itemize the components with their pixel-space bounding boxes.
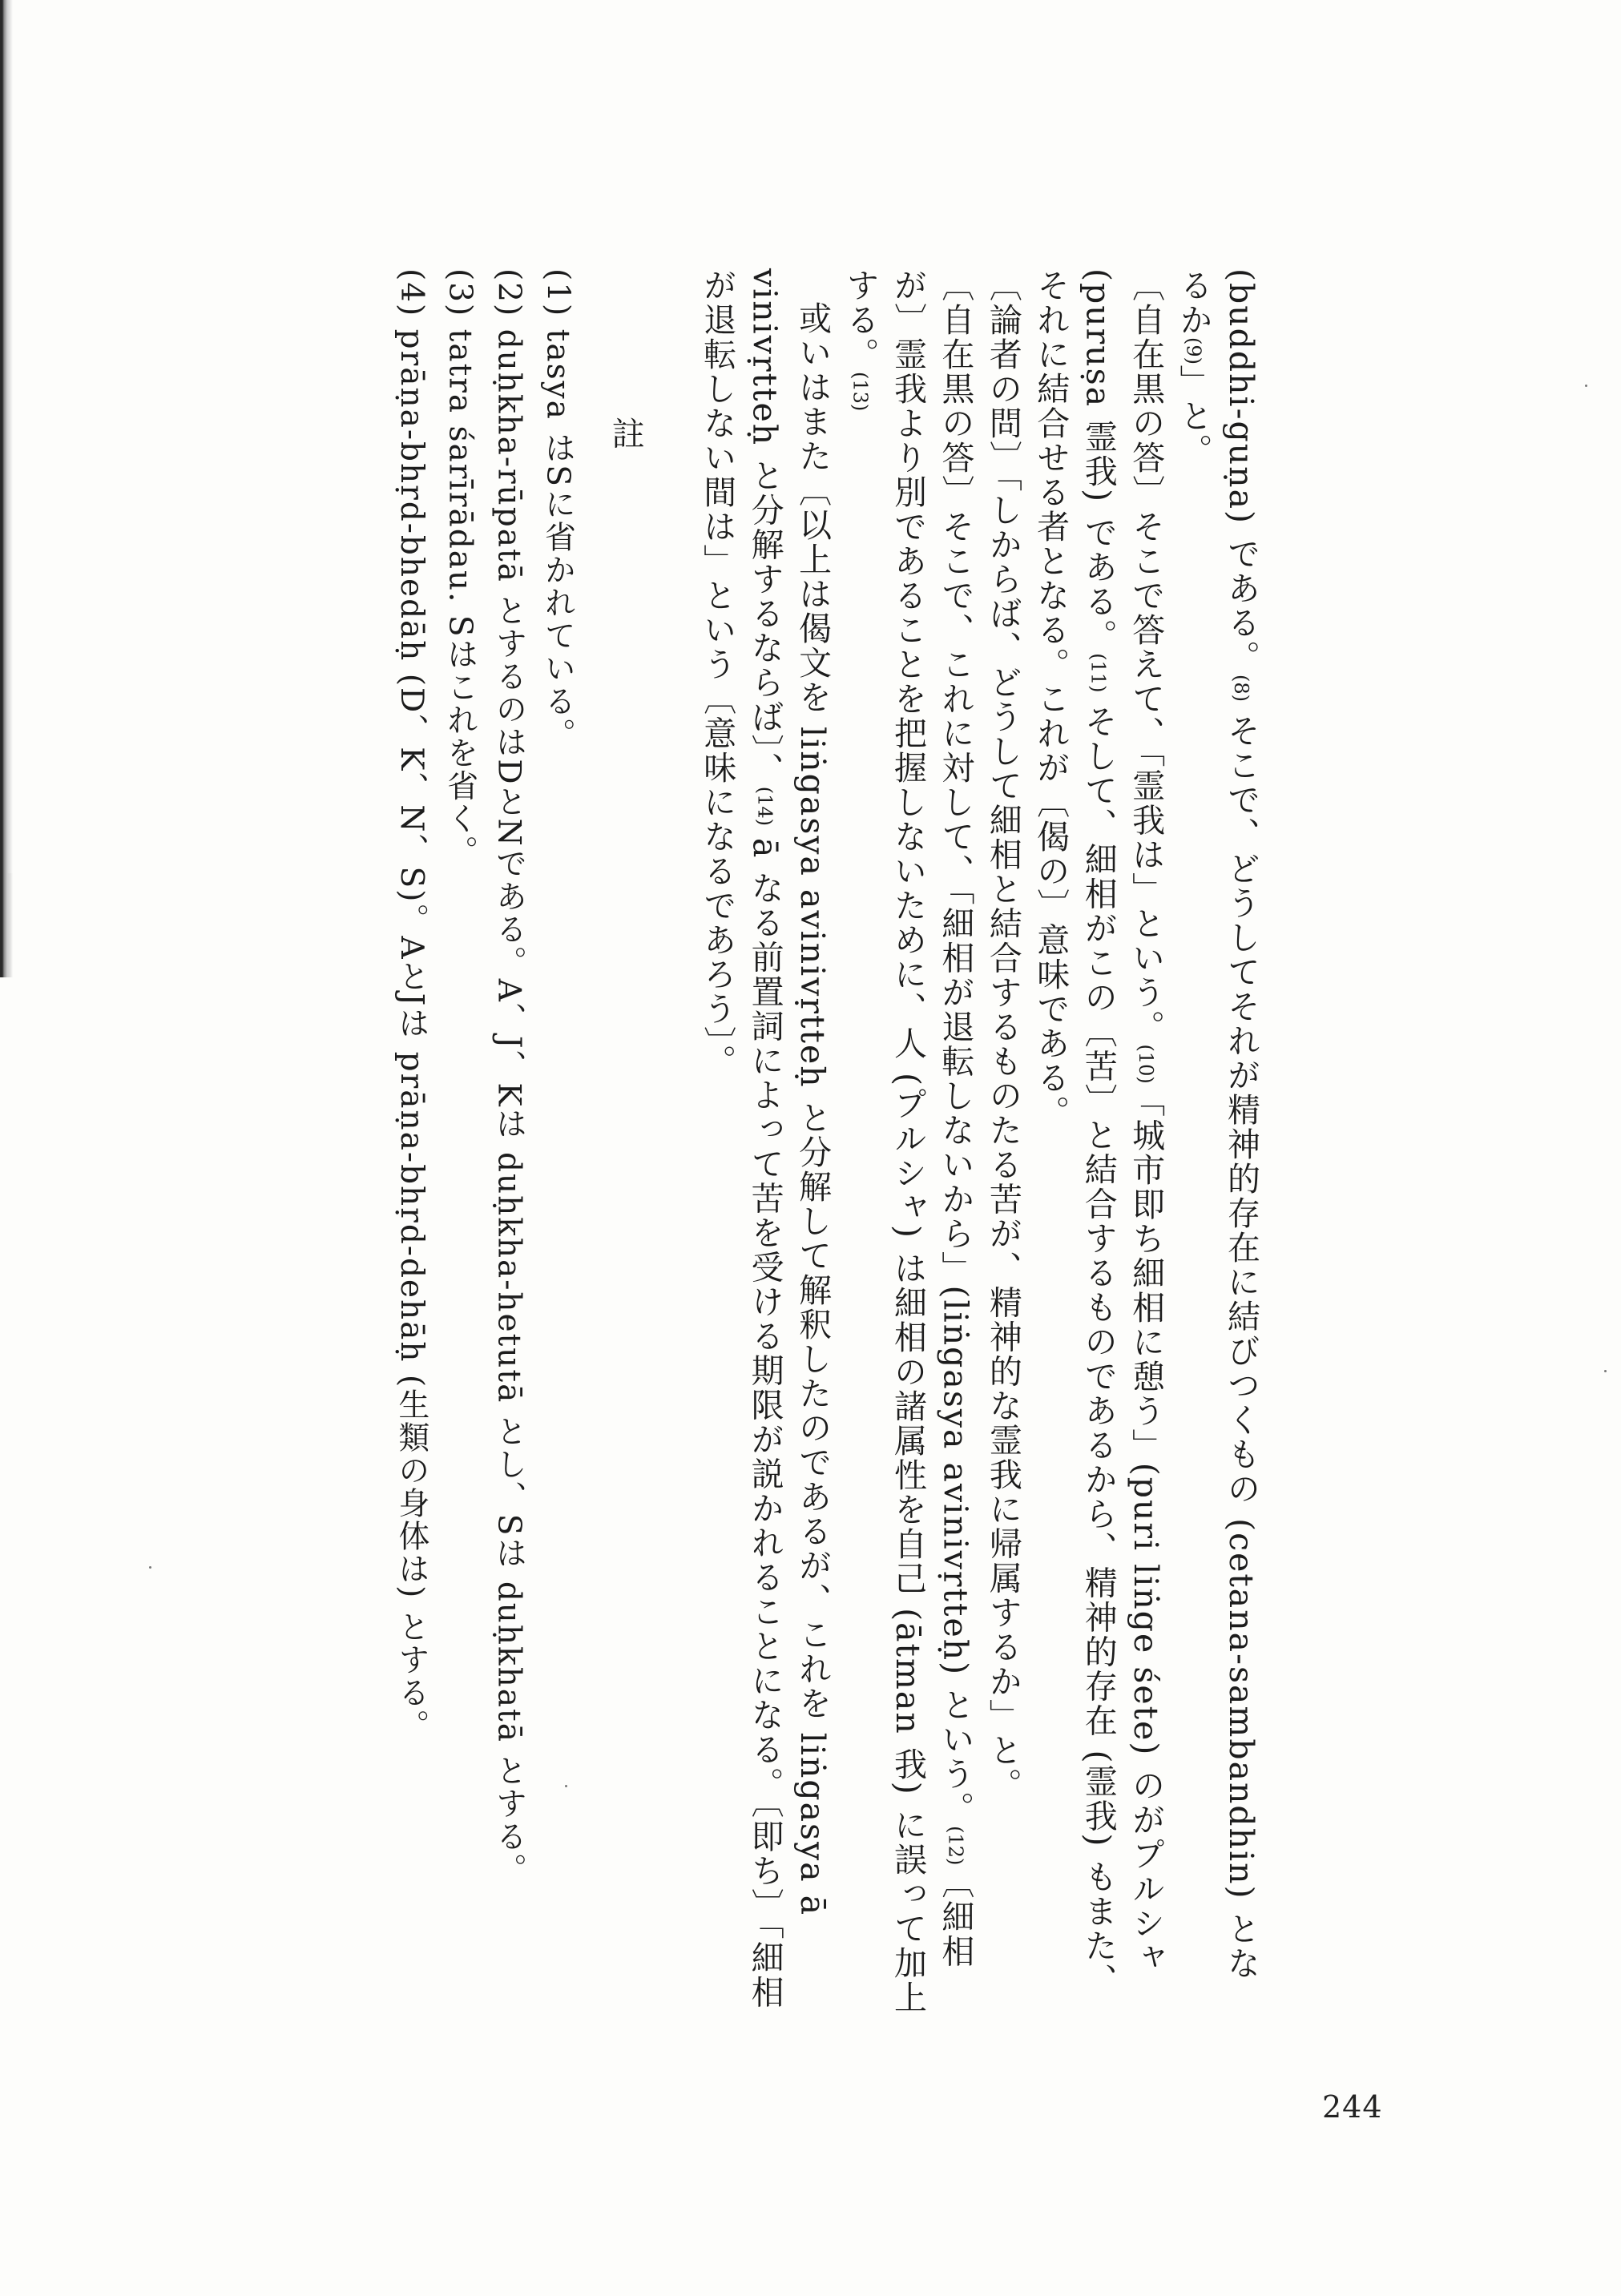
text-run: そして、細相がこの〔苦〕と結合するものであるから、精神的存在 (霊我) もまた、それに結合せる者となる。これが〔偈の〕意味である。 [1031, 268, 1118, 1998]
text-run: (buddhi-guṇa) である。 [1222, 268, 1260, 675]
note-reference-mark: (12) [944, 1826, 967, 1866]
binding-edge-lower [0, 873, 13, 977]
note-reference-mark: (13) [849, 372, 872, 412]
vertical-text-block [22, 268, 1264, 2015]
body-paragraph [978, 268, 1026, 2015]
body-paragraph [836, 268, 978, 2015]
binding-edge [0, 0, 13, 977]
text-run: ā なる前置詞によって苦を受ける期限が説かれることになる。〔即ち〕「細相が退転しない間は」という〔意味になるであろう〕。 [698, 268, 784, 2010]
note-item: (4) prāṇa-bhṛd-bhedāḥ (D、K、N、S)。AとJは prāṇa-bhṛd-dehāḥ (生類の身体は) とする。 [393, 268, 429, 1742]
notes-title: 註 [606, 417, 645, 451]
note-reference-mark: (14) [753, 786, 776, 826]
note-reference-mark: (10) [1135, 1044, 1158, 1084]
scan-speck [1604, 1370, 1607, 1372]
body-paragraph [693, 268, 836, 2015]
text-run: 〔自在黒の答〕そこで答えて、「霊我は」という。 [1127, 268, 1166, 1045]
page-number: 244 [1322, 2089, 1383, 2125]
note-reference-mark: (8) [1230, 675, 1252, 703]
text-run: そこで、どうしてそれが精神的存在に結びつくもの (cetana-sambandhin) となるか [1174, 268, 1260, 1981]
note-item: (2) duḥkha-rūpatā とするのはDとNである。A、J、Kは duḥkha-hetutā とし、Sは duḥkhatā とする。 [490, 268, 527, 1887]
note-item: (3) tatra śarīrādau. Sはこれを省く。 [442, 268, 478, 868]
text-run: 〔論者の問〕「しからば、どうして細相と結合するものたる苦が、精神的な霊我に帰属するか」と。 [983, 268, 1022, 1803]
text-run: 或いはまた〔以上は偈文を liṅgasya avinivṛtteḥ と分解して解釈したのであるが、これを liṅgasya ā vinivṛtteḥ と分解するならば〕、 [745, 268, 833, 1917]
note-reference-mark: (11) [1087, 653, 1110, 693]
note-item: (1) tasya はSに省かれている。 [539, 268, 576, 751]
text-run: 〔細相が〕霊我より別であることを把握しないために、人 (プルシャ) は細相の諸属性を自己 (ātman 我) に誤って加上する。 [841, 268, 975, 2015]
scan-speck [1585, 385, 1587, 387]
text-run: 〔自在黒の答〕そこで、これに対して、「細相が退転しないから」(liṅgasya avinivṛtteḥ) という。 [936, 268, 975, 1827]
body-paragraph [1169, 268, 1264, 2015]
text-run: 「城市即ち細相に憩う」(puri liṅge śete) のがプルシャ (puruṣa 霊我) である。 [1079, 268, 1166, 1976]
body-paragraph [1026, 268, 1169, 2015]
note-reference-mark: (9) [1182, 337, 1205, 365]
text-run: 」と。 [1174, 365, 1213, 468]
